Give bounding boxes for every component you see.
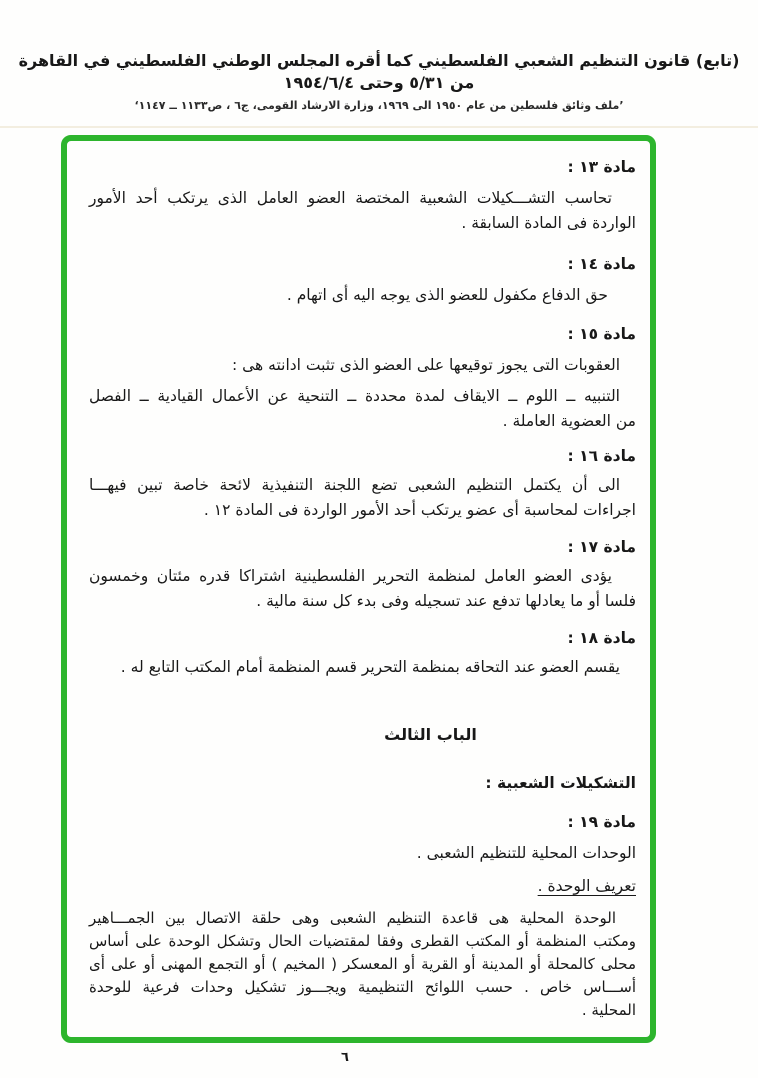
green-border-frame (61, 135, 656, 1043)
article-15-line-3: من العضوية العاملة . (502, 412, 636, 430)
chapter-3-title: الباب الثالث (384, 725, 477, 744)
article-17-line-1: يؤدى العضو العامل لمنظمة التحرير الفلسطينية اشتراكا قدره مئتان وخمسون (89, 567, 612, 585)
article-19-heading: مادة ١٩ : (567, 813, 636, 831)
article-19-intro: الوحدات المحلية للتنظيم الشعبى . (416, 844, 636, 862)
article-19-line-3: محلى كالمحلة أو المدينة أو القرية أو المعسكر ( المخيم ) أو التجمع المهنى أو على أى (89, 955, 636, 973)
article-17-heading: مادة ١٧ : (567, 538, 636, 556)
article-15-line-2: التنبيه ــ اللوم ــ الايقاف لمدة محددة ــ التنحية عن الأعمال القيادية ــ الفصل (89, 387, 620, 405)
article-19-paragraph (89, 907, 636, 1022)
popular-formations-section-title: التشكيلات الشعبية : (485, 774, 636, 792)
article-19-line-2: ومكتب المنظمة أو المكتب القطرى وفقا لمقتضيات الحال وتشكل الوحدة على أساس (89, 932, 636, 950)
article-16-line-2: اجراءات لمحاسبة أى عضو يرتكب أحد الأمور الواردة فى المادة ١٢ . (203, 501, 636, 519)
article-18-heading: مادة ١٨ : (567, 629, 636, 647)
article-17-line-2: فلسا أو ما يعادلها تدفع عند تسجيله وفى بدء كل سنة مالية . (256, 592, 636, 610)
article-15-line-1: العقوبات التى يجوز توقيعها على العضو الذى تثبت ادانته هى : (231, 356, 620, 374)
article-14-line-1: حق الدفاع مكفول للعضو الذى يوجه اليه أى اتهام . (286, 286, 608, 304)
article-19-line-1: الوحدة المحلية هى قاعدة التنظيم الشعبى وهى حلقة الاتصال بين الجمـــاهير (89, 909, 616, 927)
article-16-heading: مادة ١٦ : (567, 447, 636, 465)
article-15-heading: مادة ١٥ : (567, 325, 636, 343)
page-number: ٦ (341, 1050, 349, 1065)
article-14-heading: مادة ١٤ : (567, 255, 636, 273)
article-19-line-4: أســـاس خاص . حسب اللوائح التنظيمية ويجـــوز تشكيل وحدات فرعية للوحدة (89, 978, 636, 996)
article-13-line-2: الواردة فى المادة السابقة . (461, 214, 636, 232)
article-19-line-5: المحلية . (581, 1001, 636, 1019)
article-13-line-1: تحاسب التشـــكيلات الشعبية المختصة العضو العامل الذى يرتكب أحد الأمور (89, 189, 612, 207)
document-source-citation: ’ملف وثائق فلسطين من عام ١٩٥٠ الى ١٩٦٩، وزارة الارشاد القومى، ج٦ ، ص١١٣٣ ــ ١١٤٧‘ (134, 99, 624, 112)
document-title: (تابع) قانون التنظيم الشعبي الفلسطيني كما أقره المجلس الوطني الفلسطيني في القاهرة من ٥/٣١ وحتى ١٩٥٤/٦/٤ (18, 51, 740, 92)
header-divider (0, 126, 758, 128)
article-13-heading: مادة ١٣ : (567, 158, 636, 176)
unit-definition-label (89, 874, 636, 899)
article-18-line-1: يقسم العضو عند التحاقه بمنظمة التحرير قسم المنظمة أمام المكتب التابع له . (120, 658, 620, 676)
article-16-line-1: الى أن يكتمل التنظيم الشعبى تضع اللجنة التنفيذية لائحة خاصة تبين فيهـــا (89, 476, 620, 494)
unit-definition-label-text: تعريف الوحدة . (537, 877, 636, 895)
